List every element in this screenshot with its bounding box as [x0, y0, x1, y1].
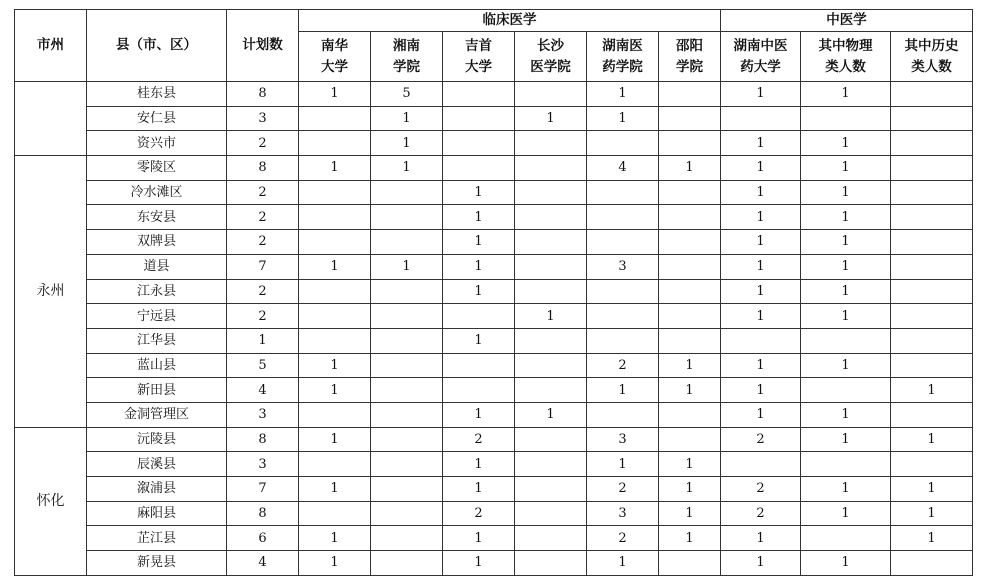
quota-cell: 1: [515, 402, 587, 427]
quota-cell: [371, 452, 443, 477]
quota-cell: 1: [443, 402, 515, 427]
quota-cell: [659, 304, 721, 329]
quota-cell: [891, 82, 973, 107]
quota-cell: 1: [801, 427, 891, 452]
quota-cell: 1: [721, 156, 801, 181]
quota-cell: [801, 526, 891, 551]
plan-count-cell: 7: [227, 254, 299, 279]
quota-cell: [659, 180, 721, 205]
plan-count-cell: 4: [227, 551, 299, 576]
table-row: [15, 526, 973, 551]
plan-count-cell: 6: [227, 526, 299, 551]
quota-cell: [299, 328, 371, 353]
county-cell: 江华县: [87, 328, 227, 353]
quota-cell: [515, 131, 587, 156]
quota-cell: 2: [587, 353, 659, 378]
plan-count-cell: 4: [227, 378, 299, 403]
header-label-line: 邵阳: [676, 37, 703, 54]
city-cell: [15, 82, 87, 156]
quota-cell: [587, 131, 659, 156]
quota-cell: 2: [587, 526, 659, 551]
quota-cell: [891, 156, 973, 181]
table-row: [15, 180, 973, 205]
plan-count-cell: 8: [227, 427, 299, 452]
quota-cell: [515, 254, 587, 279]
plan-count-cell: 2: [227, 230, 299, 255]
plan-count-cell: 2: [227, 304, 299, 329]
plan-count-cell: 8: [227, 82, 299, 107]
county-cell: 金洞管理区: [87, 402, 227, 427]
quota-cell: 1: [515, 106, 587, 131]
quota-cell: 1: [891, 427, 973, 452]
county-cell: 新晃县: [87, 551, 227, 576]
plan-count-cell: 2: [227, 205, 299, 230]
quota-cell: 1: [299, 427, 371, 452]
quota-cell: 1: [801, 180, 891, 205]
plan-count-cell: 2: [227, 131, 299, 156]
quota-cell: [299, 230, 371, 255]
quota-cell: 1: [515, 304, 587, 329]
table-row: [15, 551, 973, 576]
table-row: [15, 156, 973, 181]
header-school-nanhua-university: [299, 32, 371, 82]
quota-cell: [515, 477, 587, 502]
header-school-hunan-medical-college: [587, 32, 659, 82]
header-hunan-tcm-university: [721, 32, 801, 82]
quota-table: [14, 9, 973, 576]
quota-cell: 5: [371, 82, 443, 107]
county-cell: 麻阳县: [87, 501, 227, 526]
header-label-line: 类人数: [825, 58, 866, 75]
quota-cell: [515, 501, 587, 526]
quota-cell: 2: [587, 477, 659, 502]
header-city: 市州: [15, 10, 87, 82]
county-cell: 资兴市: [87, 131, 227, 156]
quota-cell: [587, 230, 659, 255]
quota-cell: [443, 82, 515, 107]
quota-cell: [515, 427, 587, 452]
quota-cell: 1: [721, 551, 801, 576]
quota-cell: 1: [659, 452, 721, 477]
quota-cell: 1: [801, 131, 891, 156]
quota-cell: 1: [587, 378, 659, 403]
quota-cell: [891, 279, 973, 304]
quota-cell: [515, 279, 587, 304]
quota-cell: 1: [721, 304, 801, 329]
header-label-line: 学院: [676, 58, 703, 75]
quota-cell: 3: [587, 501, 659, 526]
quota-cell: [659, 402, 721, 427]
quota-cell: [371, 526, 443, 551]
quota-cell: [515, 378, 587, 403]
quota-cell: 1: [443, 526, 515, 551]
header-plan: 计划数: [227, 10, 299, 82]
quota-cell: 1: [721, 526, 801, 551]
quota-cell: [515, 452, 587, 477]
quota-cell: 1: [299, 353, 371, 378]
county-cell: 沅陵县: [87, 427, 227, 452]
county-cell: 双牌县: [87, 230, 227, 255]
header-label-line: 长沙: [537, 37, 564, 54]
header-label-line: 吉首: [465, 37, 492, 54]
quota-cell: 1: [721, 279, 801, 304]
quota-cell: [515, 82, 587, 107]
quota-cell: [515, 526, 587, 551]
quota-cell: [891, 205, 973, 230]
header-label-line: 类人数: [911, 58, 952, 75]
quota-cell: [659, 131, 721, 156]
quota-cell: 1: [371, 131, 443, 156]
county-cell: 桂东县: [87, 82, 227, 107]
quota-cell: [371, 328, 443, 353]
plan-count-cell: 2: [227, 279, 299, 304]
quota-cell: 1: [801, 230, 891, 255]
plan-count-cell: 3: [227, 402, 299, 427]
quota-cell: [891, 230, 973, 255]
quota-cell: [299, 402, 371, 427]
header-label-line: 医学院: [530, 58, 571, 75]
quota-cell: [659, 427, 721, 452]
quota-cell: 1: [299, 526, 371, 551]
quota-cell: 1: [443, 254, 515, 279]
plan-count-cell: 7: [227, 477, 299, 502]
quota-cell: 1: [659, 156, 721, 181]
quota-cell: [515, 328, 587, 353]
quota-cell: [299, 106, 371, 131]
county-cell: 蓝山县: [87, 353, 227, 378]
quota-cell: [891, 353, 973, 378]
header-label-line: 大学: [465, 58, 492, 75]
quota-cell: [443, 304, 515, 329]
quota-cell: 1: [801, 205, 891, 230]
quota-cell: [801, 378, 891, 403]
table-row: [15, 402, 973, 427]
county-cell: 辰溪县: [87, 452, 227, 477]
county-cell: 新田县: [87, 378, 227, 403]
table-row: [15, 427, 973, 452]
table-row: [15, 279, 973, 304]
header-school-changsha-medical-college: [515, 32, 587, 82]
quota-cell: 1: [801, 551, 891, 576]
county-cell: 江永县: [87, 279, 227, 304]
quota-cell: [891, 402, 973, 427]
quota-cell: [515, 180, 587, 205]
quota-cell: [659, 279, 721, 304]
quota-cell: [659, 254, 721, 279]
quota-cell: 1: [801, 402, 891, 427]
table-row: [15, 477, 973, 502]
quota-cell: 1: [299, 156, 371, 181]
plan-count-cell: 3: [227, 106, 299, 131]
table-row: [15, 501, 973, 526]
quota-cell: [891, 254, 973, 279]
quota-cell: [299, 180, 371, 205]
plan-count-cell: 3: [227, 452, 299, 477]
plan-count-cell: 8: [227, 501, 299, 526]
table-row: [15, 328, 973, 353]
quota-cell: 1: [891, 501, 973, 526]
quota-cell: 1: [659, 378, 721, 403]
quota-cell: [659, 230, 721, 255]
plan-count-cell: 1: [227, 328, 299, 353]
table-row: [15, 378, 973, 403]
quota-cell: 1: [659, 477, 721, 502]
quota-cell: [299, 131, 371, 156]
quota-cell: 1: [587, 551, 659, 576]
quota-cell: [371, 501, 443, 526]
quota-cell: 1: [801, 304, 891, 329]
table-body: [15, 82, 973, 576]
county-cell: 安仁县: [87, 106, 227, 131]
header-label-line: 药学院: [602, 58, 643, 75]
quota-cell: 1: [299, 551, 371, 576]
quota-cell: 1: [801, 82, 891, 107]
header-label-line: 湖南中医: [733, 37, 788, 54]
quota-cell: [371, 353, 443, 378]
quota-cell: 1: [659, 353, 721, 378]
quota-cell: [659, 205, 721, 230]
header-school-xiangnan-college: [371, 32, 443, 82]
quota-cell: 1: [371, 106, 443, 131]
header-label-line: 其中物理: [818, 37, 873, 54]
quota-cell: 1: [443, 279, 515, 304]
quota-cell: [801, 106, 891, 131]
table-row: [15, 106, 973, 131]
quota-cell: [371, 205, 443, 230]
quota-cell: [891, 131, 973, 156]
quota-cell: [443, 156, 515, 181]
quota-cell: 1: [443, 230, 515, 255]
quota-cell: [371, 402, 443, 427]
plan-count-cell: 2: [227, 180, 299, 205]
quota-cell: [659, 328, 721, 353]
header-physics-track-count: [801, 32, 891, 82]
table-row: [15, 205, 973, 230]
quota-cell: [587, 328, 659, 353]
quota-cell: [721, 106, 801, 131]
plan-count-cell: 8: [227, 156, 299, 181]
header-label-line: 湖南医: [602, 37, 643, 54]
quota-cell: [371, 304, 443, 329]
quota-cell: [891, 106, 973, 131]
header-label-line: 药大学: [740, 58, 781, 75]
quota-cell: 1: [721, 205, 801, 230]
quota-cell: [659, 82, 721, 107]
county-cell: 溆浦县: [87, 477, 227, 502]
quota-cell: [299, 304, 371, 329]
header-school-shaoyang-college: [659, 32, 721, 82]
quota-cell: 4: [587, 156, 659, 181]
quota-cell: 1: [371, 254, 443, 279]
quota-table-container: [14, 9, 973, 576]
quota-cell: 1: [587, 106, 659, 131]
quota-cell: 1: [371, 156, 443, 181]
quota-cell: [515, 551, 587, 576]
table-row: [15, 131, 973, 156]
quota-cell: [443, 378, 515, 403]
quota-cell: [801, 452, 891, 477]
quota-cell: [299, 279, 371, 304]
quota-cell: 1: [587, 452, 659, 477]
header-group-clinical-medicine: 临床医学: [299, 10, 721, 32]
table-row: [15, 82, 973, 107]
quota-cell: 1: [299, 477, 371, 502]
header-label-line: 湘南: [393, 37, 420, 54]
quota-cell: [587, 180, 659, 205]
county-cell: 冷水滩区: [87, 180, 227, 205]
quota-cell: [659, 106, 721, 131]
quota-cell: 2: [443, 501, 515, 526]
quota-cell: [587, 402, 659, 427]
quota-cell: 1: [801, 501, 891, 526]
header-history-track-count: [891, 32, 973, 82]
quota-cell: 2: [721, 477, 801, 502]
quota-cell: [515, 156, 587, 181]
quota-cell: 2: [443, 427, 515, 452]
table-row: [15, 304, 973, 329]
quota-cell: [371, 551, 443, 576]
quota-cell: [891, 328, 973, 353]
quota-cell: 1: [801, 156, 891, 181]
quota-cell: [515, 205, 587, 230]
quota-cell: 1: [299, 82, 371, 107]
quota-cell: [371, 180, 443, 205]
quota-cell: 1: [891, 477, 973, 502]
quota-cell: 1: [801, 279, 891, 304]
quota-cell: [587, 279, 659, 304]
quota-cell: [371, 279, 443, 304]
quota-cell: [371, 378, 443, 403]
header-label-line: 大学: [321, 58, 348, 75]
header-school-jishou-university: [443, 32, 515, 82]
table-row: [15, 353, 973, 378]
quota-cell: [891, 452, 973, 477]
county-cell: 芷江县: [87, 526, 227, 551]
quota-cell: [299, 501, 371, 526]
quota-cell: 1: [443, 452, 515, 477]
quota-cell: [515, 353, 587, 378]
quota-cell: [515, 230, 587, 255]
quota-cell: 1: [443, 328, 515, 353]
quota-cell: [371, 427, 443, 452]
header-label-line: 其中历史: [904, 37, 959, 54]
quota-cell: [371, 477, 443, 502]
county-cell: 宁远县: [87, 304, 227, 329]
quota-cell: 1: [659, 526, 721, 551]
quota-cell: 1: [443, 205, 515, 230]
plan-count-cell: 5: [227, 353, 299, 378]
quota-cell: [371, 230, 443, 255]
quota-cell: [443, 106, 515, 131]
quota-cell: 1: [299, 378, 371, 403]
quota-cell: 1: [721, 82, 801, 107]
quota-cell: 3: [587, 427, 659, 452]
quota-cell: 1: [443, 477, 515, 502]
quota-cell: 1: [721, 254, 801, 279]
county-cell: 零陵区: [87, 156, 227, 181]
quota-cell: 1: [721, 353, 801, 378]
quota-cell: [801, 328, 891, 353]
quota-cell: 1: [587, 82, 659, 107]
table-row: [15, 254, 973, 279]
quota-cell: [721, 452, 801, 477]
quota-cell: 2: [721, 427, 801, 452]
quota-cell: [299, 452, 371, 477]
quota-cell: 1: [801, 353, 891, 378]
quota-cell: 1: [443, 180, 515, 205]
header-label-line: 南华: [321, 37, 348, 54]
quota-cell: 1: [443, 551, 515, 576]
quota-cell: 1: [721, 230, 801, 255]
quota-cell: [443, 131, 515, 156]
quota-cell: [659, 551, 721, 576]
quota-cell: [891, 551, 973, 576]
quota-cell: 2: [721, 501, 801, 526]
quota-cell: 1: [721, 131, 801, 156]
header-county: 县（市、区）: [87, 10, 227, 82]
city-cell: 怀化: [15, 427, 87, 575]
header-label-line: 学院: [393, 58, 420, 75]
quota-cell: 1: [721, 180, 801, 205]
header-group-chinese-medicine: 中医学: [721, 10, 973, 32]
quota-cell: [587, 205, 659, 230]
table-row: [15, 230, 973, 255]
quota-cell: 3: [587, 254, 659, 279]
quota-cell: 1: [801, 477, 891, 502]
city-cell: 永州: [15, 156, 87, 428]
quota-cell: [721, 328, 801, 353]
quota-cell: 1: [891, 378, 973, 403]
quota-cell: 1: [659, 501, 721, 526]
quota-cell: 1: [801, 254, 891, 279]
quota-cell: [299, 205, 371, 230]
quota-cell: [587, 304, 659, 329]
quota-cell: 1: [721, 378, 801, 403]
quota-cell: [891, 180, 973, 205]
quota-cell: 1: [891, 526, 973, 551]
quota-cell: 1: [299, 254, 371, 279]
quota-cell: 1: [721, 402, 801, 427]
county-cell: 东安县: [87, 205, 227, 230]
quota-cell: [443, 353, 515, 378]
quota-cell: [891, 304, 973, 329]
county-cell: 道县: [87, 254, 227, 279]
table-row: [15, 452, 973, 477]
